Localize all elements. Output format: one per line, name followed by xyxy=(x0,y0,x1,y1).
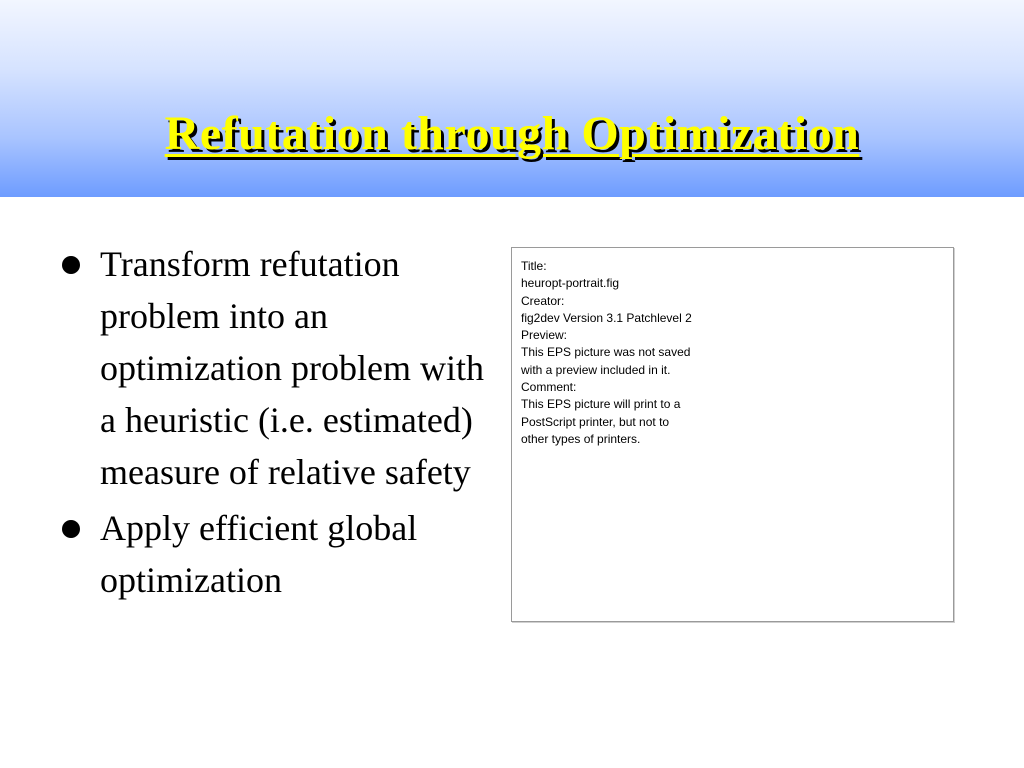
eps-placeholder-text xyxy=(521,258,941,448)
bullet-item-2 xyxy=(60,502,500,606)
eps-line: heuropt-portrait.fig xyxy=(521,276,620,291)
bullet-list xyxy=(60,238,500,610)
eps-line: Preview: xyxy=(521,328,568,343)
bullet-text-1: Transform refutation problem into an optimization problem with a heuristic (i.e. estimated) measure of relative safety xyxy=(100,244,484,492)
eps-line: with a preview included in it. xyxy=(521,362,671,377)
eps-placeholder-box xyxy=(511,247,954,622)
eps-line: This EPS picture was not saved xyxy=(521,345,691,360)
eps-line: Comment: xyxy=(521,380,577,395)
eps-line: Creator: xyxy=(521,293,565,308)
slide-title: Refutation through Optimization xyxy=(164,107,860,160)
eps-line: PostScript printer, but not to xyxy=(521,414,670,429)
eps-line: Title: xyxy=(521,259,547,273)
eps-line: other types of printers. xyxy=(521,431,641,446)
bullet-text-2: Apply efficient global optimization xyxy=(100,508,418,600)
title-band xyxy=(0,0,1024,197)
bullet-item-1 xyxy=(60,238,500,498)
eps-line: fig2dev Version 3.1 Patchlevel 2 xyxy=(521,310,692,325)
eps-line: This EPS picture will print to a xyxy=(521,397,681,412)
bullet-dot-icon xyxy=(62,520,80,538)
bullet-dot-icon xyxy=(62,256,80,274)
